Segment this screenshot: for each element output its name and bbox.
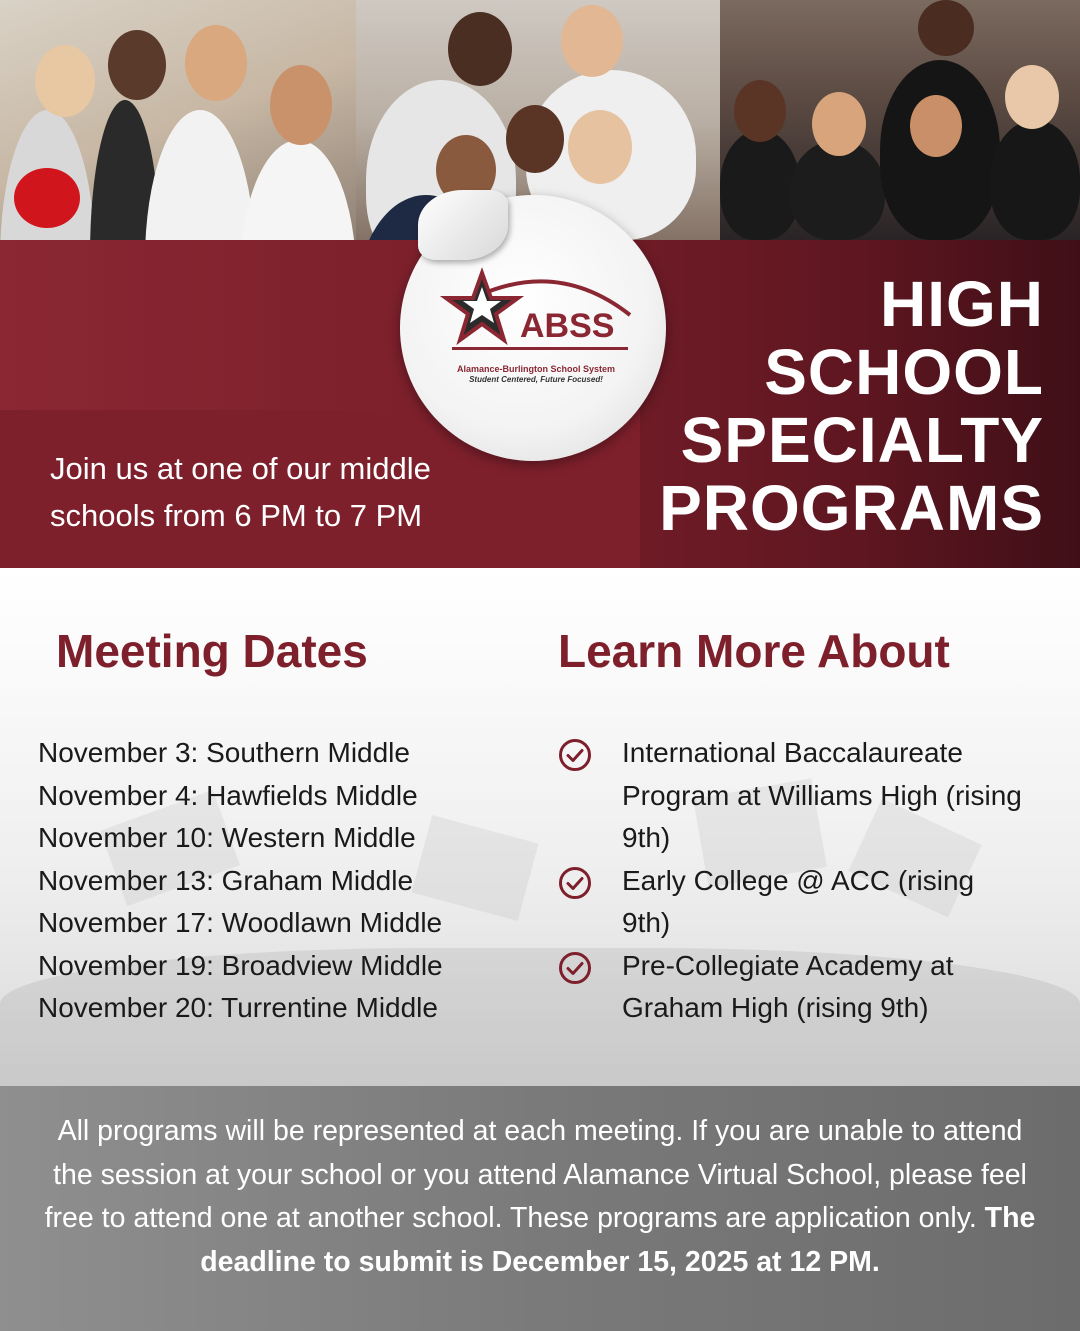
svg-text:ABSS: ABSS <box>520 307 615 345</box>
page-title: HIGH SCHOOL SPECIALTY PROGRAMS <box>659 268 1044 544</box>
check-circle-icon <box>558 866 592 900</box>
program-label: Pre-Collegiate Academy at Graham High (rising 9th) <box>622 949 954 1023</box>
students-photo-right <box>720 0 1080 240</box>
logo-district-name: Alamance-Burlington School System <box>456 364 616 374</box>
meeting-date-item: November 19: Broadview Middle <box>38 949 443 981</box>
deadline-text: The deadline to submit is December 15, 2025 at 12 PM. <box>200 1202 1036 1278</box>
program-label: International Baccalaureate Program at Williams High (rising 9th) <box>622 737 1022 853</box>
program-item <box>556 945 1026 1030</box>
meeting-date-item: November 3: Southern Middle <box>38 737 410 768</box>
meeting-date-item: November 4: Hawfields Middle <box>38 779 418 811</box>
meeting-date-item: November 10: Western Middle <box>38 822 416 853</box>
meeting-date-item: November 13: Graham Middle <box>38 864 414 896</box>
footer-notice <box>40 1110 1040 1284</box>
program-label: Early College @ ACC (rising 9th) <box>622 864 975 938</box>
check-circle-icon <box>558 738 592 772</box>
logo-tagline: Student Centered, Future Focused! <box>469 375 603 384</box>
meeting-dates-list <box>38 732 443 1030</box>
learn-more-heading: Learn More About <box>558 625 950 677</box>
programs-list <box>556 732 1026 1030</box>
event-time-text: Join us at one of our middle schools from 6 PM to 7 PM <box>50 451 431 533</box>
check-circle-icon <box>558 951 592 985</box>
meeting-date-item: November 20: Turrentine Middle <box>38 992 438 1023</box>
footer-info-text: All programs will be represented at each meeting. If you are unable to attend the session at your school or you attend Alamance Virtual School, please feel free to attend one at another school. These programs are application only. <box>44 1115 1027 1234</box>
meeting-dates-heading: Meeting Dates <box>56 625 368 677</box>
abss-logo <box>440 265 640 365</box>
meeting-date-item: November 17: Woodlawn Middle <box>38 907 443 938</box>
sticker-curl <box>418 190 508 260</box>
program-item <box>556 732 1026 860</box>
program-item <box>556 860 1026 945</box>
